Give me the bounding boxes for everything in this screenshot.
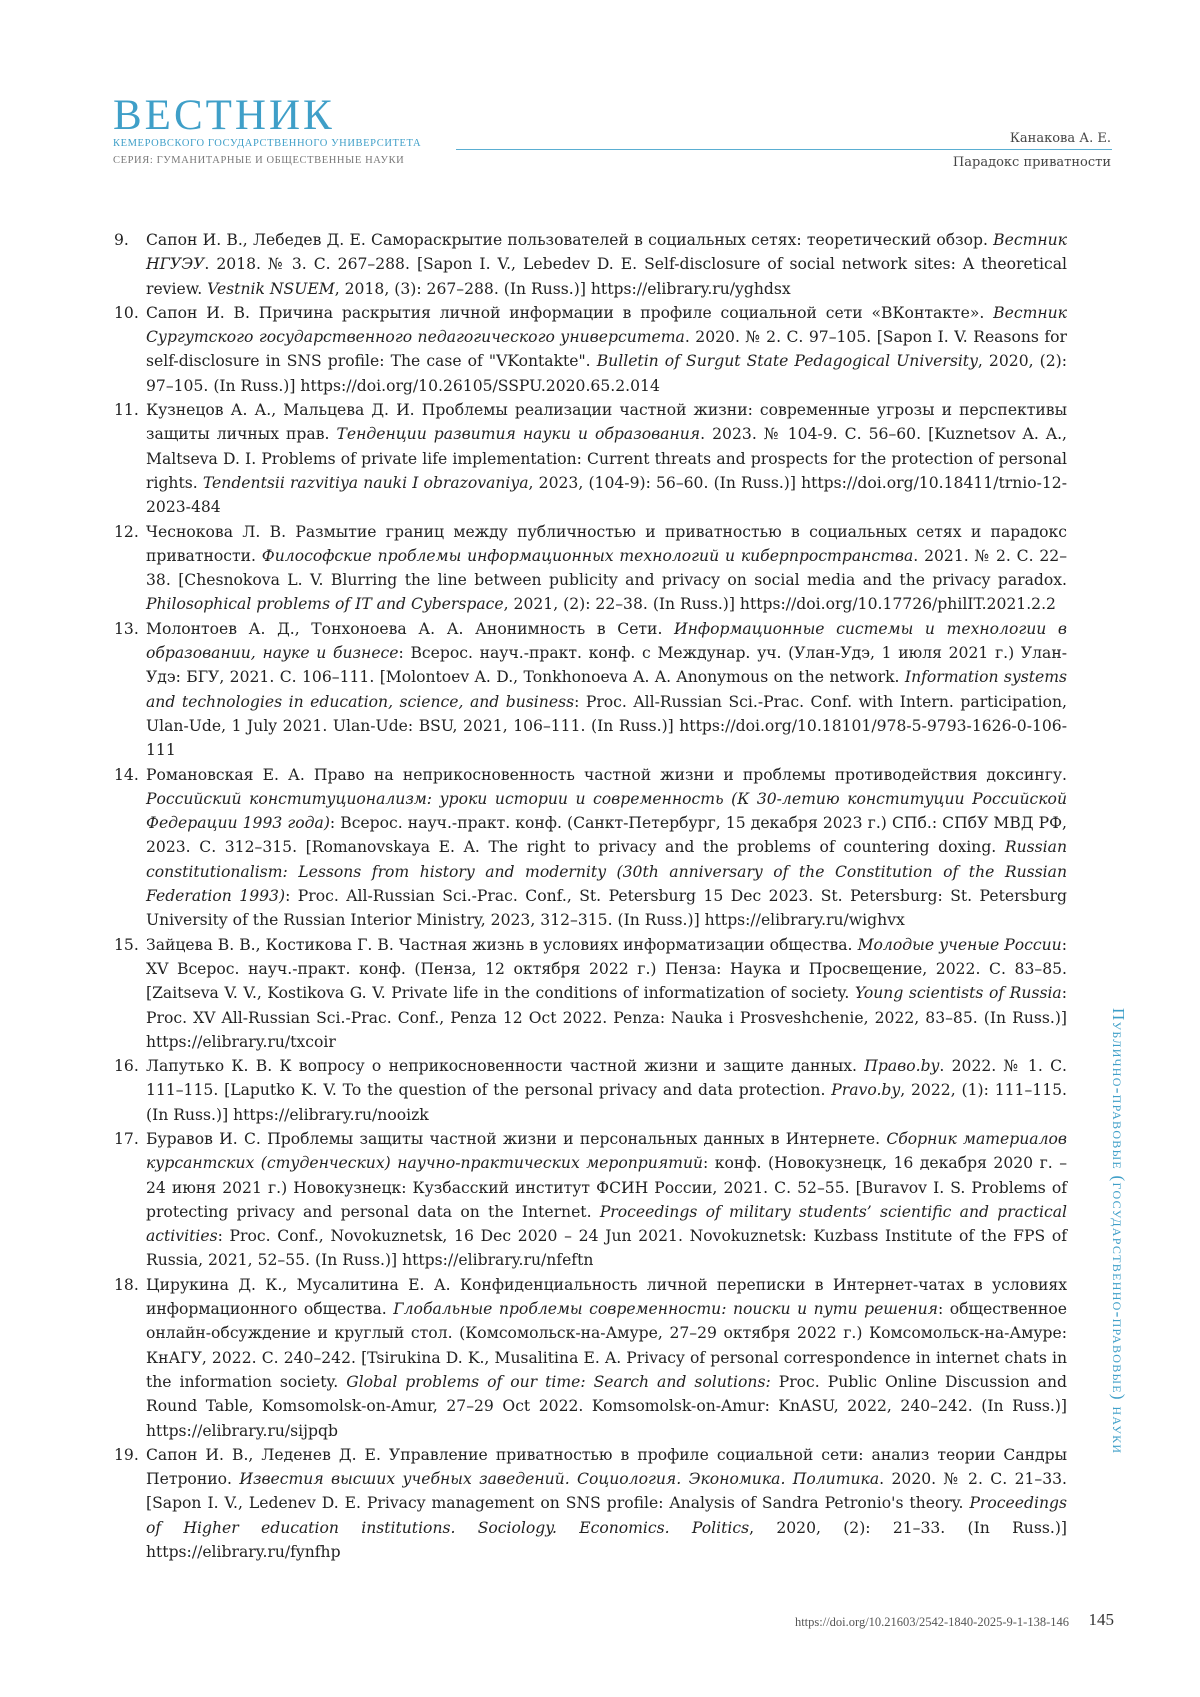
reference-source-title: Young scientists of Russia (855, 984, 1062, 1002)
reference-number: 13. (114, 617, 146, 763)
reference-item (114, 1443, 1067, 1564)
reference-segment: Сапон И. В., Леденев Д. Е. Управление приватностью в профиле социальной сети: анализ теории Сандры Петронио. (146, 1446, 1067, 1488)
reference-source-title: Российский конституционализм: уроки истории и современность (К 30-летию конституции Российской Федерации 1993 года) (146, 790, 1067, 832)
reference-segment: Сапон И. В., Лебедев Д. Е. Саморaскрытие пользователей в социальных сетях: теоретический обзор. (146, 231, 993, 249)
reference-text (146, 763, 1067, 933)
reference-source-title: Информационные системы и технологии в образовании, науке и бизнесе (146, 620, 1067, 662)
reference-text (146, 228, 1067, 301)
reference-segment: . 2020. № 2. С. 21–33. [Sapon I. V., Ledenev D. E. Privacy management on SNS profile: Analysis of Sandra Petronio's theory. (146, 1470, 1067, 1512)
page-number: 145 (1089, 1610, 1115, 1630)
reference-source-title: Philosophical problems of IT and Cyberspace (146, 595, 504, 613)
reference-source-title: Russian constitutionalism: Lessons from history and modernity (30th anniversary of the Constitution of the Russian Federation 1993) (146, 838, 1067, 905)
reference-number: 14. (114, 763, 146, 933)
reference-text (146, 1054, 1067, 1127)
reference-segment: Чеснокова Л. В. Размытие границ между публичностью и приватностью в социальных сетях и парадокс приватности. (146, 523, 1067, 565)
reference-item (114, 1127, 1067, 1273)
reference-source-title: Философские проблемы информационных технологий и киберпространства (262, 547, 914, 565)
reference-source-title: Global problems of our time: Search and solutions: (346, 1373, 771, 1391)
reference-source-title: Tendentsii razvitiya nauki I obrazovaniya (203, 474, 529, 492)
reference-segment: : XV Всерос. науч.-практ. конф. (Пенза, 12 октября 2022 г.) Пенза: Наука и Просвещение, 2022. С. 83–85. [Zaitseva V. V., Kostikova G. V. Private life in the conditions of informatization of society. (146, 936, 1067, 1003)
reference-segment: . 2020. № 2. С. 97–105. [Sapon I. V. Reasons for self-disclosure in SNS profile: The case of "VKontakte". (146, 328, 1067, 370)
reference-item (114, 933, 1067, 1054)
reference-source-title: Право.by (864, 1057, 939, 1075)
reference-segment: Молонтоев А. Д., Тонхоноева А. А. Анонимность в Сети. (146, 620, 674, 638)
reference-text (146, 398, 1067, 519)
university-name: КЕМЕРОВСКОГО ГОСУДАРСТВЕННОГО УНИВЕРСИТЕТА (113, 138, 421, 149)
reference-text (146, 520, 1067, 617)
reference-segment: Цирукина Д. К., Мусалитина Е. А. Конфиденциальность личной переписки в Интернет-чатах в условиях информационного общества. (146, 1276, 1067, 1318)
reference-segment: , 2020, (2): 97–105. (In Russ.)] https://doi.org/10.26105/SSPU.2020.65.2.014 (146, 352, 1067, 394)
running-head-topic: Парадокс приватности (953, 155, 1111, 170)
reference-number: 10. (114, 301, 146, 398)
reference-text (146, 1273, 1067, 1443)
reference-item (114, 1273, 1067, 1443)
reference-source-title: Proceedings of Higher education institutions. Sociology. Economics. Politics (146, 1494, 1067, 1536)
reference-segment: : Proc. Conf., Novokuznetsk, 16 Dec 2020 – 24 Jun 2021. Novokuznetsk: Kuzbass Institute of the FPS of Russia, 2021, 52–55. (In Russ.)] https://elibrary.ru/nfeftn (146, 1227, 1067, 1269)
reference-segment: Proc. Public Online Discussion and Round Table, Komsomolsk-on-Amur, 27–29 Oct 2022. Komsomolsk-on-Amur: KnASU, 2022, 240–242. (In Russ.)] https://elibrary.ru/sijpqb (146, 1373, 1067, 1440)
reference-segment: , 2022, (1): 111–115. (In Russ.)] https://elibrary.ru/nooizk (146, 1081, 1067, 1123)
reference-segment: : Proc. XV All-Russian Sci.-Prac. Conf., Penza 12 Oct 2022. Penza: Nauka i Prosveshchenie, 2022, 83–85. (In Russ.)] https://elibrary.ru/txcoir (146, 984, 1067, 1051)
reference-number: 12. (114, 520, 146, 617)
reference-list (114, 228, 1067, 1564)
reference-item (114, 228, 1067, 301)
reference-text (146, 617, 1067, 763)
reference-number: 18. (114, 1273, 146, 1443)
reference-item (114, 301, 1067, 398)
reference-segment: Кузнецов А. А., Мальцева Д. И. Проблемы реализации частной жизни: современные угрозы и перспективы защиты личных прав. (146, 401, 1067, 443)
reference-segment: , 2021, (2): 22–38. (In Russ.)] https://doi.org/10.17726/philIT.2021.2.2 (504, 595, 1056, 613)
reference-source-title: Bulletin of Surgut State Pedagogical University (597, 352, 978, 370)
reference-segment: Зайцева В. В., Костикова Г. В. Частная жизнь в условиях информатизации общества. (146, 936, 858, 954)
reference-segment: Лапутько К. В. К вопросу о неприкосновенности частной жизни и защите данных. (146, 1057, 864, 1075)
reference-item (114, 398, 1067, 519)
reference-segment: Романовская Е. А. Право на неприкосновенность частной жизни и проблемы противодействия доксингу. (146, 766, 1067, 784)
reference-number: 11. (114, 398, 146, 519)
reference-item (114, 1054, 1067, 1127)
reference-segment: : Proc. All-Russian Sci.-Prac. Conf. with Intern. participation, Ulan-Ude, 1 July 2021. Ulan-Ude: BSU, 2021, 106–111. (In Russ.)] https://doi.org/10.18101/978-5-9793-1626-0-106-111 (146, 693, 1067, 760)
reference-text (146, 1127, 1067, 1273)
reference-item (114, 763, 1067, 933)
reference-text (146, 301, 1067, 398)
reference-number: 19. (114, 1443, 146, 1564)
reference-source-title: Глобальные проблемы современности: поиски и пути решения (393, 1300, 938, 1318)
reference-segment: , 2020, (2): 21–33. (In Russ.)] https://elibrary.ru/fynfhp (146, 1519, 1067, 1561)
reference-segment: : Всерос. науч.-практ. конф. с Междунар. уч. (Улан-Удэ, 1 июля 2021 г.) Улан-Удэ: БГУ, 2021. С. 106–111. [Molontoev A. D., Tonkhonoeva A. A. Anonymous on the network. (146, 644, 1067, 686)
reference-source-title: Vestnik NSUEM (207, 280, 335, 298)
reference-source-title: Вестник Сургутского государственного педагогического университета (146, 304, 1067, 346)
reference-segment: : Proc. All-Russian Sci.-Prac. Conf., St. Petersburg 15 Dec 2023. St. Petersburg: St. Petersburg University of the Russian Interior Ministry, 2023, 312–315. (In Russ.)] https://elibrary.ru/wighvx (146, 887, 1067, 929)
footer-doi: https://doi.org/10.21603/2542-1840-2025-9-1-138-146 (795, 1615, 1069, 1630)
reference-source-title: Сборник материалов курсантских (студенческих) научно-практических мероприятий (146, 1130, 1067, 1172)
journal-logo (113, 96, 421, 166)
reference-source-title: Известия высших учебных заведений. Социология. Экономика. Политика (239, 1470, 879, 1488)
reference-segment: . 2018. № 3. С. 267–288. [Sapon I. V., Lebedev D. E. Self-disclosure of social network sites: A theoretical review. (146, 255, 1067, 297)
section-side-label: Публично-правовые (государственно-правовые) науки (1108, 1008, 1128, 1454)
reference-number: 16. (114, 1054, 146, 1127)
running-head-author: Канакова А. Е. (1010, 131, 1111, 146)
header-divider (456, 149, 1112, 150)
reference-number: 15. (114, 933, 146, 1054)
reference-segment: Буравов И. С. Проблемы защиты частной жизни и персональных данных в Интернете. (146, 1130, 886, 1148)
reference-source-title: Pravo.by (831, 1081, 900, 1099)
reference-source-title: Information systems and technologies in education, science, and business (146, 668, 1067, 710)
reference-segment: : Всерос. науч.-практ. конф. (Санкт-Петербург, 15 декабря 2023 г.) СПб.: СПбУ МВД РФ, 2023. С. 312–315. [Romanovskaya E. A. The right to privacy and the problems of countering doxing. (146, 814, 1067, 856)
reference-source-title: Молодые ученые России (858, 936, 1062, 954)
reference-text (146, 933, 1067, 1054)
reference-number: 17. (114, 1127, 146, 1273)
journal-title: ВЕСТНИК (113, 96, 421, 136)
reference-source-title: Тенденции развития науки и образования (337, 425, 701, 443)
reference-item (114, 520, 1067, 617)
reference-item (114, 617, 1067, 763)
reference-source-title: Proceedings of military students’ scientific and practical activities (146, 1203, 1067, 1245)
reference-segment: . 2021. № 2. С. 22–38. [Chesnokova L. V. Blurring the line between publicity and privacy on social media and the privacy paradox. (146, 547, 1067, 589)
reference-segment: : конф. (Новокузнецк, 16 декабря 2020 г. – 24 июня 2021 г.) Новокузнецк: Кузбасский институт ФСИН России, 2021. С. 52–55. [Buravov I. S. Problems of protecting privacy and personal data on the Internet. (146, 1154, 1067, 1221)
reference-text (146, 1443, 1067, 1564)
reference-segment: : общественное онлайн-обсуждение и круглый стол. (Комсомольск-на-Амуре, 27–29 октября 2022 г.) Комсомольск-на-Амуре: КнАГУ, 2022. С. 240–242. [Tsirukina D. K., Musalitina E. A. Privacy of personal correspondence in internet chats in the information society. (146, 1300, 1067, 1391)
reference-segment: , 2023, (104-9): 56–60. (In Russ.)] https://doi.org/10.18411/trnio-12-2023-484 (146, 474, 1067, 516)
journal-series: СЕРИЯ: ГУМАНИТАРНЫЕ И ОБЩЕСТВЕННЫЕ НАУКИ (113, 155, 421, 166)
reference-segment: . 2022. № 1. С. 111–115. [Laputko K. V. To the question of the personal privacy and data protection. (146, 1057, 1067, 1099)
reference-segment: Сапон И. В. Причина раскрытия личной информации в профиле социальной сети «ВКонтакте». (146, 304, 993, 322)
reference-number: 9. (114, 228, 146, 301)
reference-segment: , 2018, (3): 267–288. (In Russ.)] https://elibrary.ru/yghdsx (335, 280, 791, 298)
reference-source-title: Вестник НГУЭУ (146, 231, 1067, 273)
reference-segment: . 2023. № 104-9. С. 56–60. [Kuznetsov A. A., Maltseva D. I. Problems of private life implementation: Current threats and prospects for the protection of personal rights. (146, 425, 1067, 492)
